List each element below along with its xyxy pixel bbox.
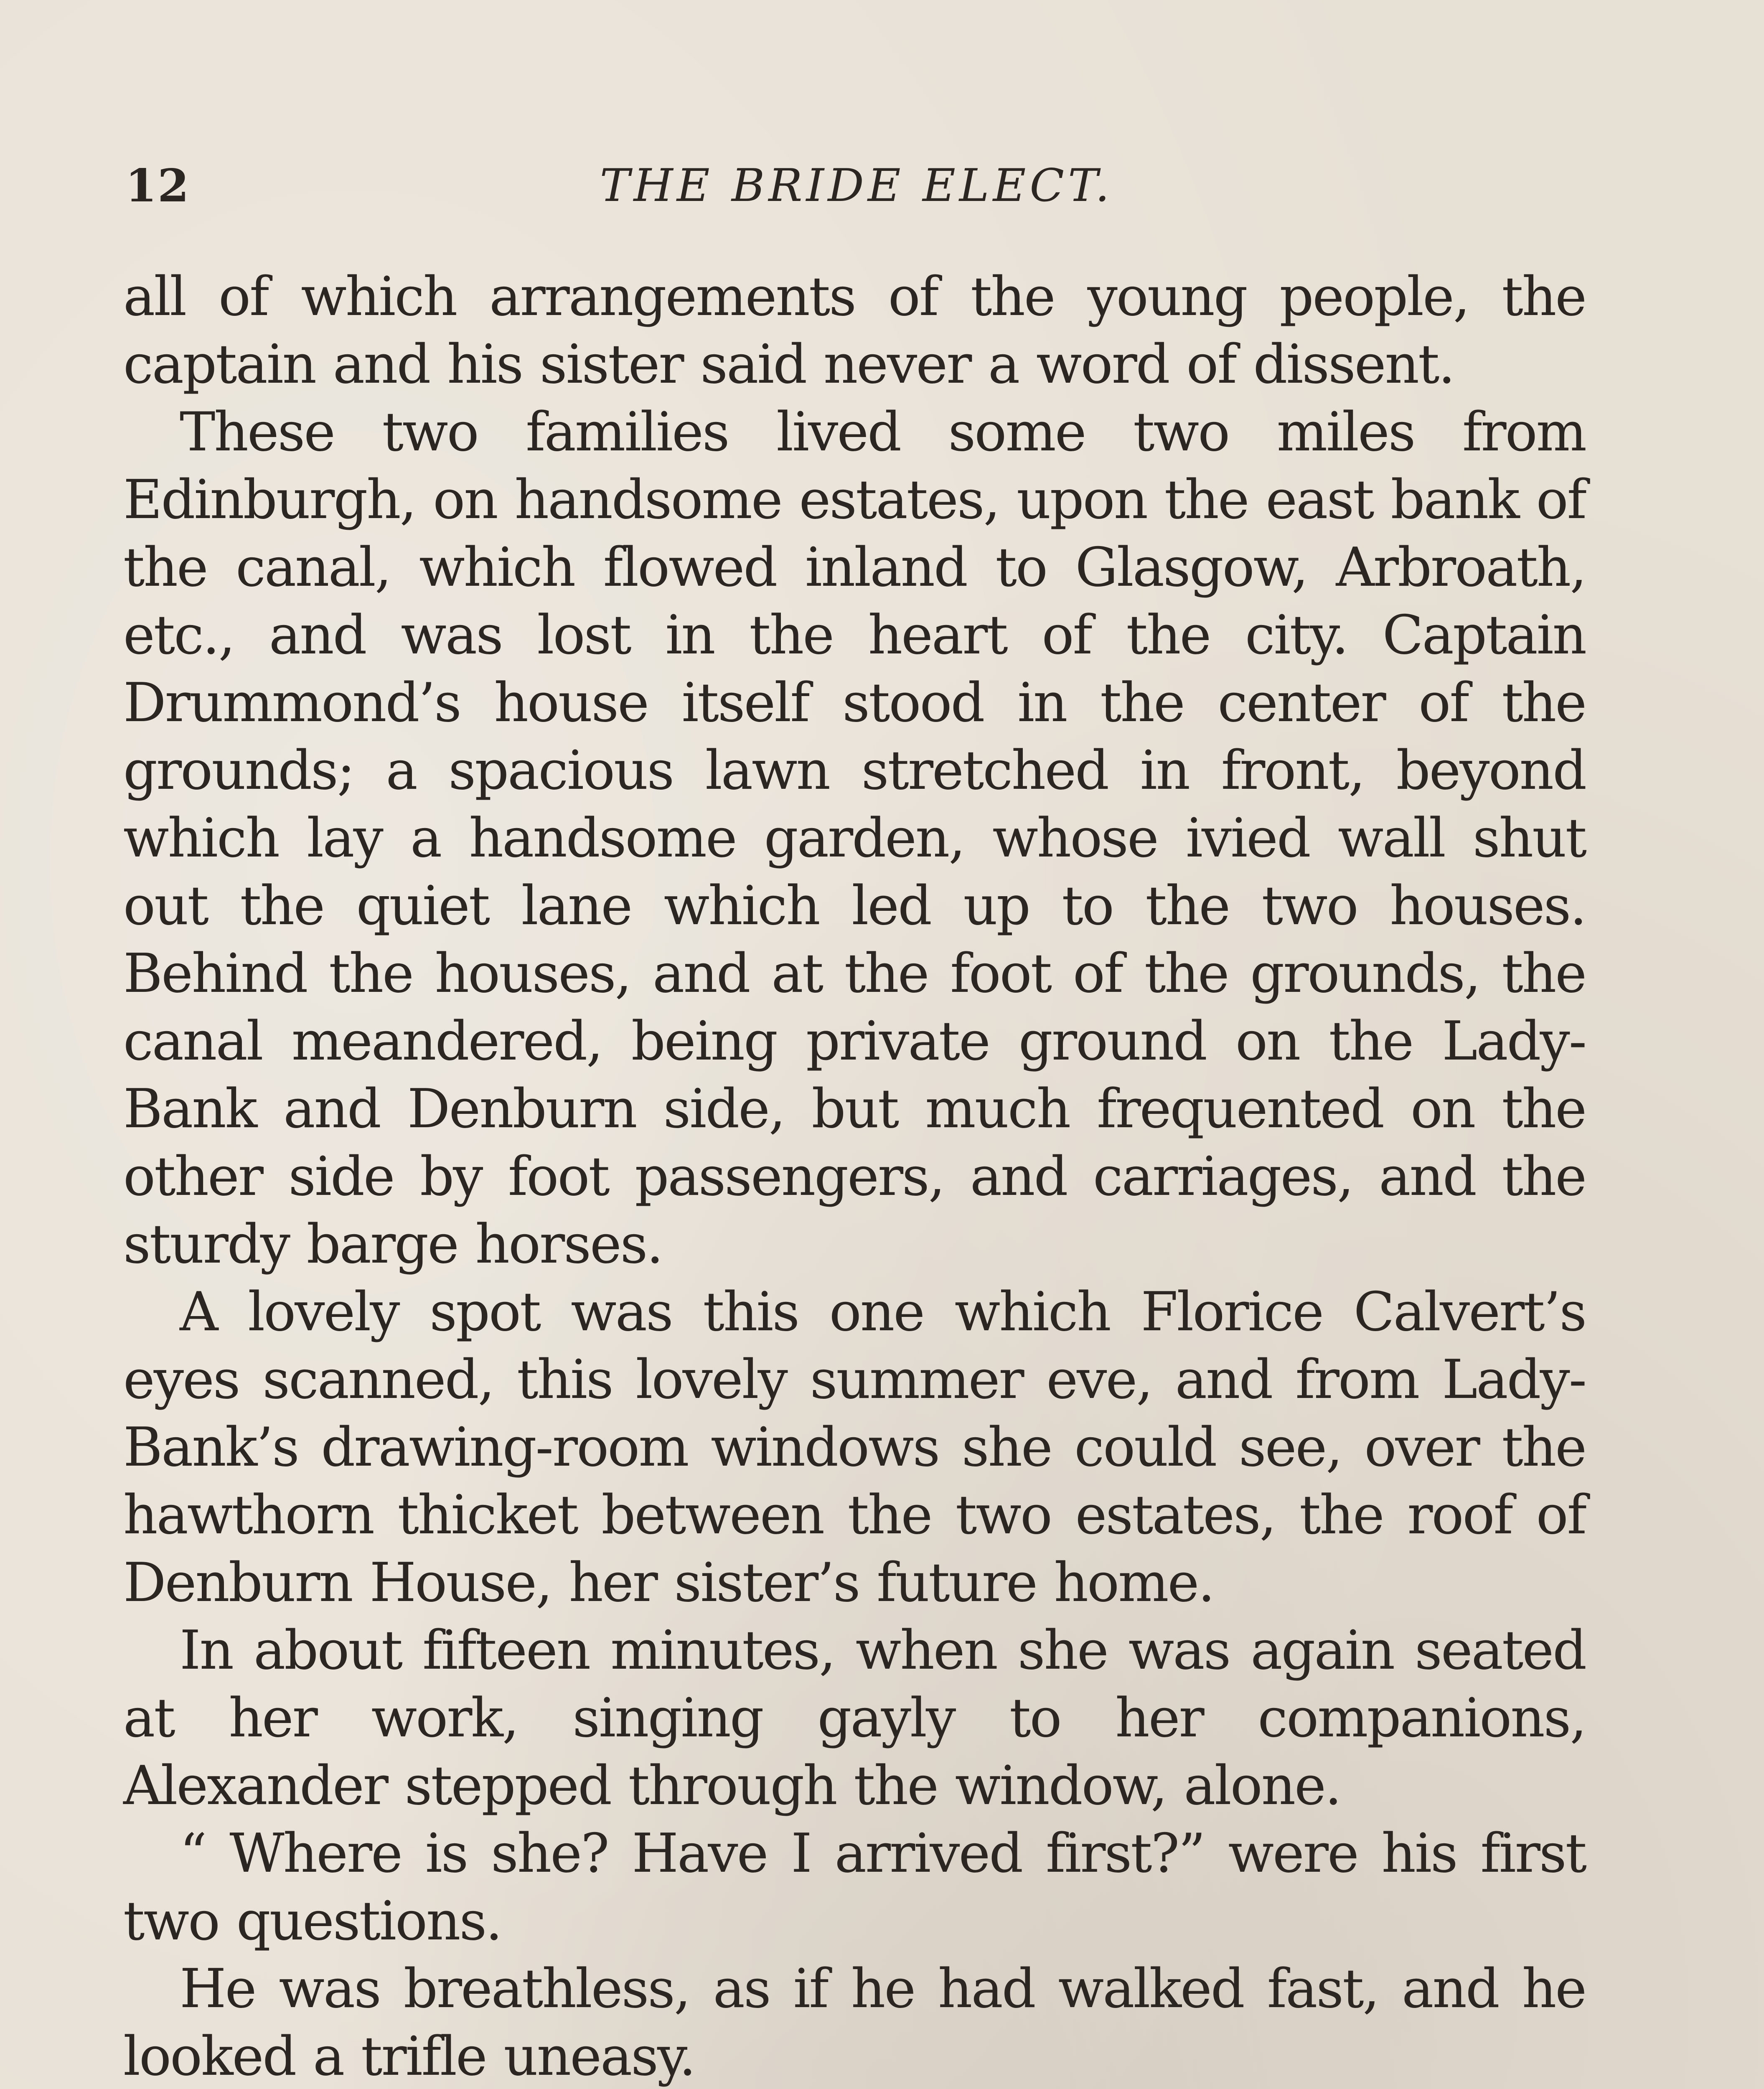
paragraph: These two families lived some two miles from Edinburgh, on handsome estates, upon the east bank of the canal, which flowed inland to Glasgow, Arbroath, etc., and was lost in the heart of the city. Captain Drummond’s house itself stood in the center of the grounds; a spacious lawn stretched in front, beyond which lay a handsome garden, whose ivied wall shut out the quiet lane which led up to the two houses. Behind the houses, and at the foot of the grounds, the canal meandered, being private ground on the Lady-Bank and Denburn side, but much frequented on the other side by foot passengers, and carriages, and the sturdy barge horses. <box>123 401 1586 1276</box>
paragraph: all of which arrangements of the young people, the captain and his sister said never a word of dissent. <box>123 266 1586 396</box>
paragraph: “ Where is she? Have I arrived first?” were his first two questions. <box>123 1822 1586 1952</box>
running-header <box>125 155 1588 217</box>
running-title: THE BRIDE ELECT. <box>600 160 1113 212</box>
paragraph: In about fifteen minutes, when she was again seated at her work, singing gayly to her companions, Alexander stepped through the window, alone. <box>123 1619 1586 1817</box>
body-text <box>123 263 1586 2089</box>
page-number: 12 <box>125 160 190 212</box>
paragraph: A lovely spot was this one which Florice Calvert’s eyes scanned, this lovely summer eve, and from Lady-Bank’s drawing-room windows she could see, over the hawthorn thicket between the two estates, the roof of Denburn House, her sister’s future home. <box>123 1281 1586 1614</box>
paragraph: He was breathless, as if he had walked fast, and he looked a trifle uneasy. <box>123 1958 1586 2088</box>
